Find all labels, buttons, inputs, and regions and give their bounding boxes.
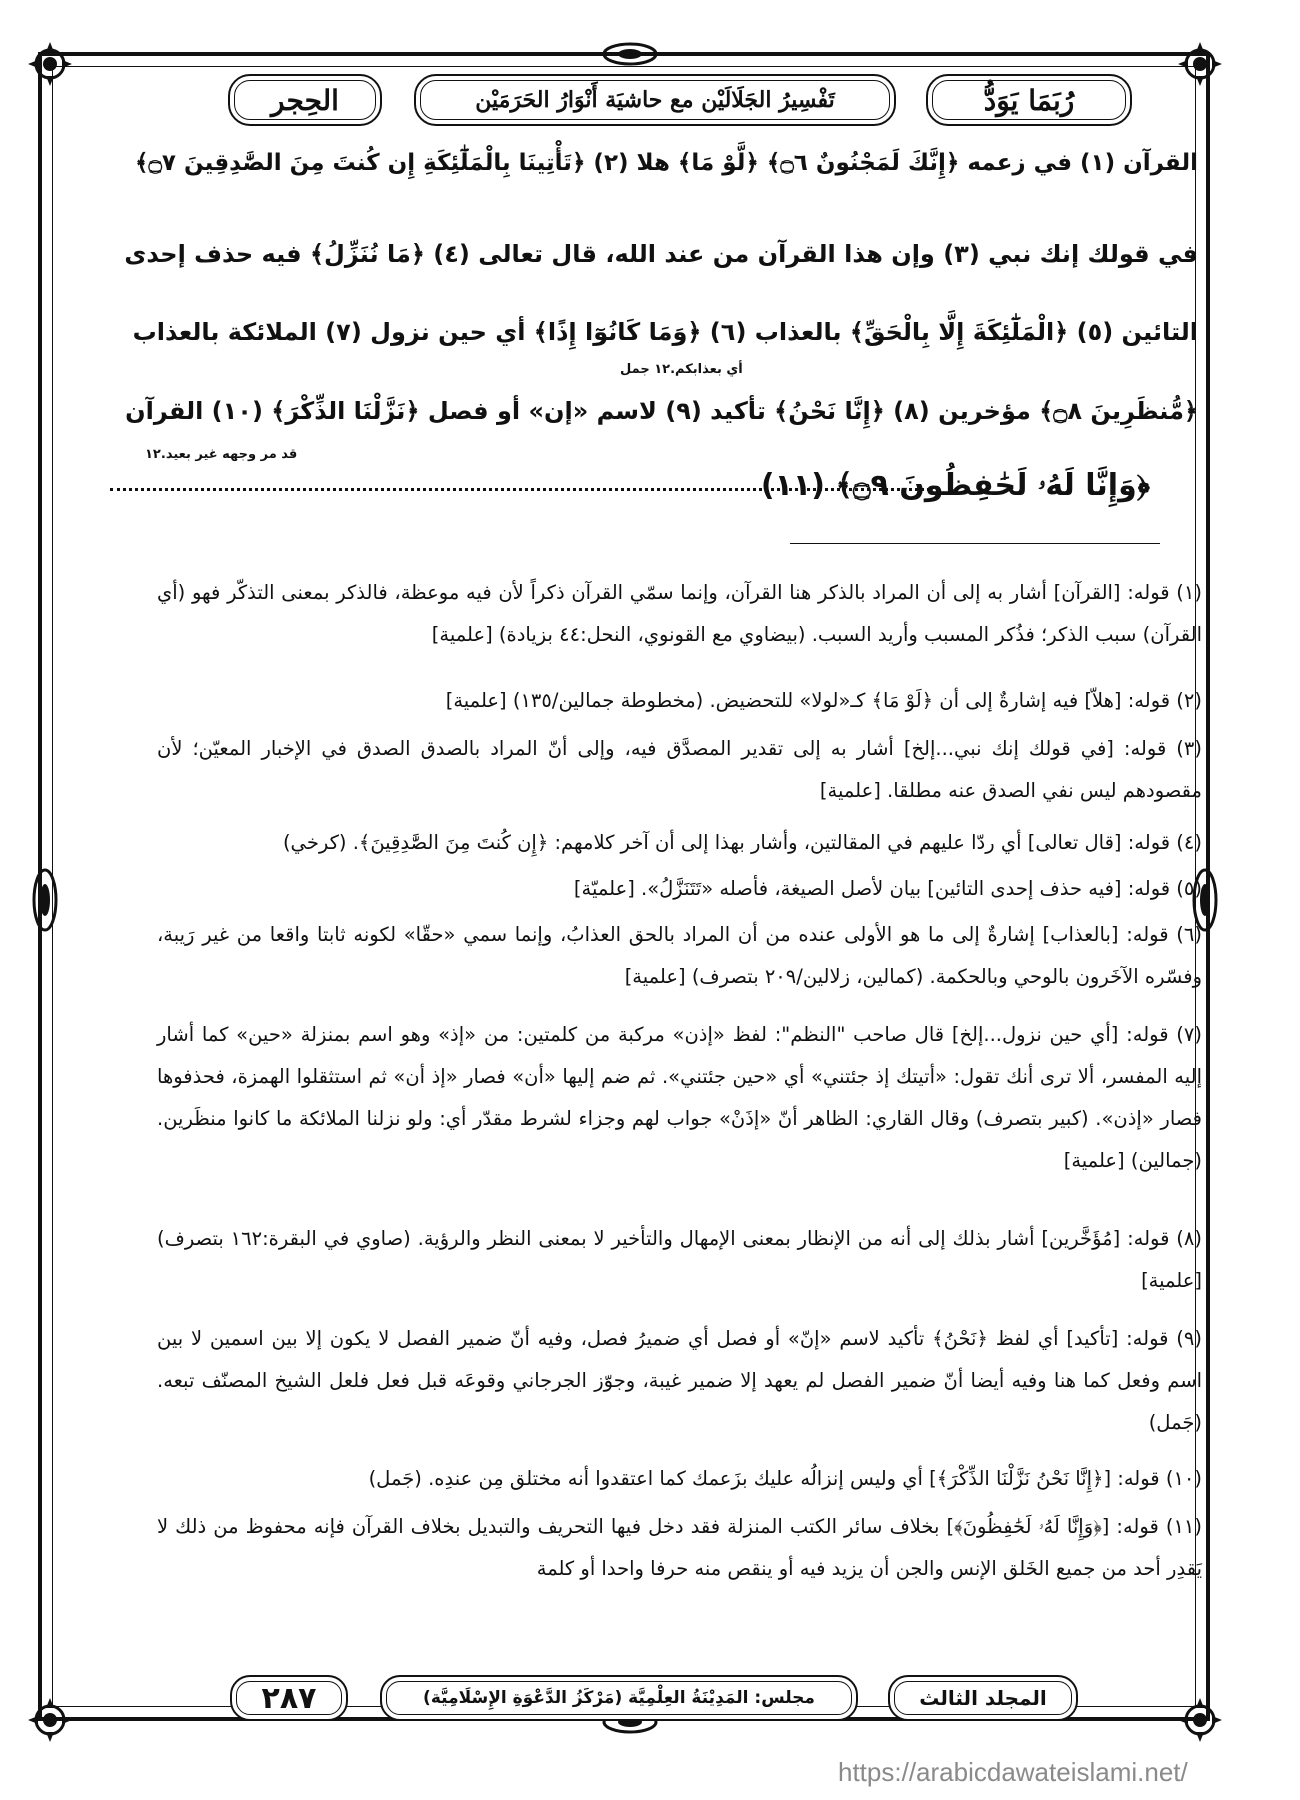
footnote-4: (٤) قوله: [قال تعالى] أي ردّا عليهم في المقالتين، وأشار بهذا إلى أن آخر كلامهم: ﴿إِن كُنتَ مِنَ الصَّٰدِقِينَ﴾. (كرخي) — [282, 831, 1202, 854]
footnote-11: (١١) قوله: [﴿وَإِنَّا لَهُۥ لَحَٰفِظُونَ﴾] بخلاف سائر الكتب المنزلة فقد دخل فيها التحريف والتبديل بخلاف القرآن فإنه محفوظ من ذلك لا يَقدِر أحد من جميع الخَلق الإنس والجن أن يزيد فيه أو ينقص منه حرفا واحدا أو كلمة — [157, 1515, 1202, 1580]
footnote-5: (٥) قوله: [فيه حذف إحدى التائين] بيان لأصل الصيغة، فأصله «تَتَنَزَّلُ». [علميّة] — [573, 877, 1202, 900]
page-number: ٢٨٧ — [261, 1680, 317, 1716]
corner-ornament-icon — [1174, 38, 1226, 90]
marginal-note-a: أي بعذابكم.١٢ جمل — [620, 362, 743, 377]
top-ornament-icon — [600, 40, 660, 68]
header-left-title: الحِجر — [271, 83, 339, 117]
corner-ornament-icon — [1174, 1694, 1226, 1746]
header-surah-juz-box — [926, 74, 1132, 126]
main-text-line-1: القرآن (١) في زعمه ﴿إِنَّكَ لَمَجْنُونٌ ۝٦﴾ ﴿لَّوْ مَا﴾ هلا (٢) ﴿تَأْتِينَا بِالْمَلَٰٓئِكَةِ إِن كُنتَ مِنَ الصَّٰدِقِينَ ۝٧﴾ — [134, 150, 1198, 176]
footer-volume: المجلد الثالث — [919, 1686, 1047, 1710]
footnote-9: (٩) قوله: [تأكيد] أي لفظ ﴿نَحْنُ﴾ تأكيد لاسم «إنّ» أو فصل أي ضميرُ فصل، وفيه أنّ ضمير الفصل لا يكون إلا بين اسمين لا بين اسم وفعل كما هنا وفيه أيضا أنّ ضمير الفصل لم يعهد إلا ضمير غيبة، وجوّز الجرجاني وقوعَه قبل فعل فلعل الشيخ المصنّف تبعه. (جَمل) — [157, 1327, 1202, 1434]
main-text-line-4: ﴿مُّنظَرِينَ ۝٨﴾ مؤخرين (٨) ﴿إِنَّا نَحْنُ﴾ تأكيد (٩) لاسم «إن» أو فصل ﴿نَزَّلْنَا الذِّكْرَ﴾ (١٠) القرآن — [125, 397, 1198, 425]
footnote-8: (٨) قوله: [مُؤَخَّرين] أشار بذلك إلى أنه من الإنظار بمعنى الإمهال والتأخير لا بمعنى النظر والرؤية. (صاوي في البقرة:١٦٢ بتصرف) [علمية] — [157, 1227, 1202, 1292]
footer-publisher: مجلس: المَدِيْنَةُ العِلْمِيَّة (مَرْكَزُ الدَّعْوَةِ الإِسْلَامِيَّة) — [423, 1688, 815, 1708]
footer-volume-box — [888, 1675, 1078, 1721]
header-surah-name-box — [228, 74, 382, 126]
header-book-title-box — [414, 74, 896, 126]
footer-publisher-box — [380, 1675, 858, 1721]
marginal-note-b: قد مر وجهه غير بعيد.١٢ — [145, 447, 298, 462]
side-ornament-icon — [30, 860, 60, 940]
header-center-title: تَفْسِيرُ الجَلَالَيْن مع حاشيَة أَنْوَارُ الحَرَمَيْن — [475, 87, 835, 113]
main-text-line-2: في قولك إنك نبي (٣) وإن هذا القرآن من عند الله، قال تعالى (٤) ﴿مَا نُنَزِّلُ﴾ فيه حذف إحدى — [124, 240, 1198, 268]
footnote-2: (٢) قوله: [هلاّ] فيه إشارةٌ إلى أن ﴿لَوْ مَا﴾ كـ«لولا» للتحضيض. (مخطوطة جمالين/١٣٥) [علمية] — [445, 689, 1202, 712]
footnote-10: (١٠) قوله: [﴿إِنَّا نَحْنُ نَزَّلْنَا الذِّكْرَ﴾] أي وليس إنزالُه عليك بزَعمك كما اعتقدوا أنه مختلق مِن عندِه. (جَمل) — [368, 1467, 1202, 1490]
main-text-line-3: التائين (٥) ﴿الْمَلَٰٓئِكَةَ إِلَّا بِالْحَقِّ﴾ بالعذاب (٦) ﴿وَمَا كَانُوٓا إِذًا﴾ أي حين نزول (٧) الملائكة بالعذاب — [132, 318, 1198, 346]
footer-page-number-box — [230, 1675, 348, 1721]
corner-ornament-icon — [24, 1694, 76, 1746]
header-right-title: رُبَمَا يَوَدُّ — [983, 83, 1075, 117]
watermark-url: https://arabicdawateislami.net/ — [838, 1757, 1188, 1787]
footnote-1: (١) قوله: [القرآن] أشار به إلى أن المراد بالذكر هنا القرآن، وإنما سمّي القرآن ذكراً لأن فيه موعظة، فالذكر بمعنى التذكّر فهو (أي القرآن) سبب الذكر؛ فذُكر المسبب وأريد السبب. (بيضاوي مع القونوي، النحل:٤٤ بزيادة) [علمية] — [157, 581, 1202, 646]
corner-ornament-icon — [24, 38, 76, 90]
main-text-line-5: ﴿وَإِنَّا لَهُۥ لَحَٰفِظُونَ ۝٩﴾ (١١) — [760, 468, 1150, 503]
footnote-separator — [790, 543, 1160, 544]
dotted-line-filler — [110, 488, 930, 491]
footnote-3: (٣) قوله: [في قولك إنك نبي...إلخ] أشار به إلى تقدير المصدَّق فيه، وإلى أنّ المراد بالصدق الصدق في الإخبار المعيّن؛ لأن مقصودهم ليس نفي الصدق عنه مطلقا. [علمية] — [157, 737, 1202, 802]
footnote-6: (٦) قوله: [بالعذاب] إشارةٌ إلى ما هو الأولى عنده من أن المراد بالحق العذابُ، وإنما سمي «حقّا» لكونه ثابتا واقعا من غير رَيبة، وفسّره الآخَرون بالوحي وبالحكمة. (كمالين، زلالين/٢٠٩ بتصرف) [علمية] — [157, 923, 1202, 988]
footnote-7: (٧) قوله: [أي حين نزول...إلخ] قال صاحب "النظم": لفظ «إذن» مركبة من كلمتين: من «إذ» وهو اسم بمنزلة «حين» كما أشار إليه المفسر، ألا ترى أنك تقول: «أتيتك إذ جئتني» أي «حين جئتني». ثم ضم إليها «أن» فصار «إذ أن» ثم استثقلوا الهمزة، فحذفوها فصار «إذن». (كبير بتصرف) وقال القاري: الظاهر أنّ «إذَنْ» جواب لهم وجزاء لشرط مقدّر أي: ولو نزلنا الملائكة ما كانوا منظَرين. (جمالين) [علمية] — [157, 1023, 1202, 1172]
